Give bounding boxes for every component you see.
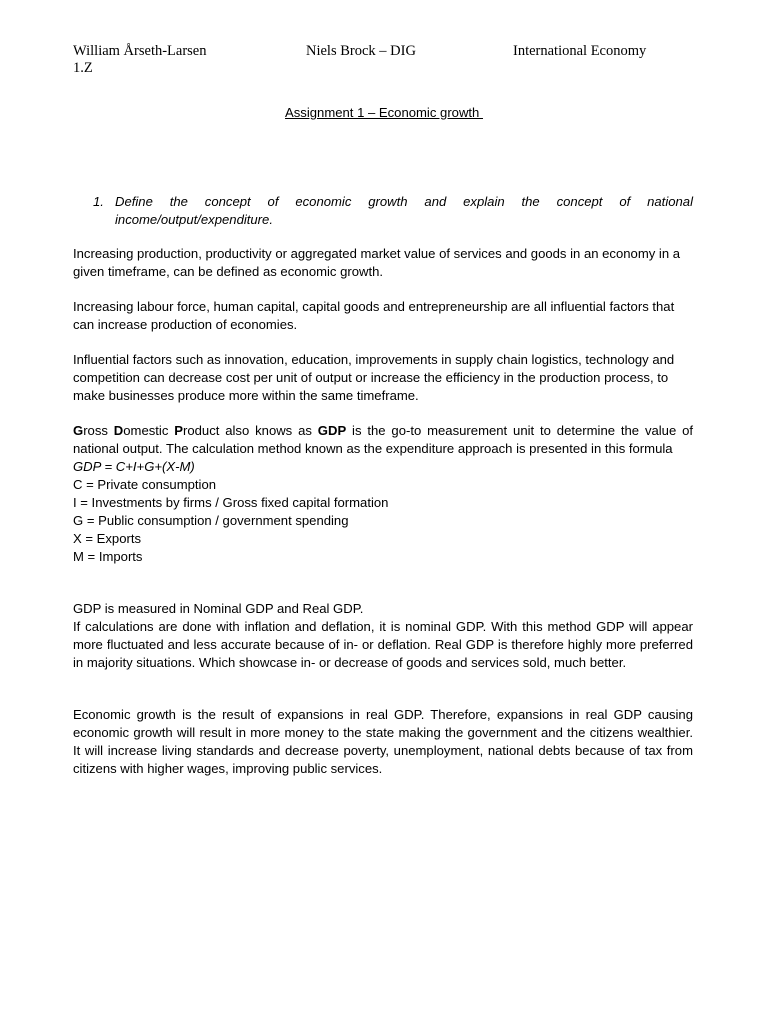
formula-c: C = Private consumption bbox=[73, 477, 217, 492]
question-text: Define the concept of economic growth and explain the concept of national income/output/expenditure. bbox=[115, 194, 693, 227]
gdp-word-omestic: omestic bbox=[123, 423, 175, 438]
formula-g: G = Public consumption / government spending bbox=[73, 513, 349, 528]
paragraph-gdp bbox=[73, 422, 693, 566]
gdp-letter-g: G bbox=[73, 423, 84, 438]
author-name: William Årseth-Larsen bbox=[73, 43, 207, 59]
question-number: 1. bbox=[93, 194, 104, 209]
page-header bbox=[73, 43, 693, 76]
school-name: Niels Brock – DIG bbox=[306, 43, 416, 59]
gdp-letter-p: P bbox=[174, 423, 183, 438]
gdp-description: is the go-to measurement unit to determine the value of national output. The calculation method known as the expenditure approach is presented in this formula bbox=[73, 423, 694, 456]
gdp-word-roduct: roduct also knows as bbox=[182, 423, 318, 438]
paragraph-nominal-real bbox=[73, 600, 693, 672]
paragraph-factors: Increasing labour force, human capital, capital goods and entrepreneurship are all influential factors that can increase production of economies. bbox=[73, 299, 675, 332]
gdp-formula: GDP = C+I+G+(X-M) bbox=[73, 459, 195, 474]
formula-i: I = Investments by firms / Gross fixed capital formation bbox=[73, 495, 389, 510]
course-name: International Economy bbox=[513, 43, 647, 59]
formula-m: M = Imports bbox=[73, 549, 143, 564]
gdp-word-ross: ross bbox=[83, 423, 114, 438]
class-label: 1.Z bbox=[73, 60, 93, 76]
formula-x: X = Exports bbox=[73, 531, 142, 546]
nominal-real-explanation: If calculations are done with inflation and deflation, it is nominal GDP. With this method GDP will appear more fluctuated and less accurate because of in- or deflation. Real GDP is therefore highly more preferred in majority situations. Which showcase in- or decrease of goods and services sold, much better. bbox=[73, 619, 693, 670]
question-item bbox=[93, 193, 693, 229]
gdp-abbreviation: GDP bbox=[317, 423, 347, 438]
paragraph-definition: Increasing production, productivity or aggregated market value of services and goods in an economy in a given timeframe, can be defined as economic growth. bbox=[73, 246, 681, 279]
document-title bbox=[0, 104, 768, 122]
paragraph-conclusion: Economic growth is the result of expansions in real GDP. Therefore, expansions in real GDP causing economic growth will result in more money to the state making the government and the citizens wealthier. It will increase living standards and decrease poverty, unemployment, national debts because of tax from citizens with higher wages, improving public services. bbox=[73, 707, 693, 776]
document-title-text: Assignment 1 – Economic growth bbox=[285, 105, 483, 120]
nominal-real-intro: GDP is measured in Nominal GDP and Real GDP. bbox=[73, 601, 364, 616]
gdp-letter-d: D bbox=[113, 423, 124, 438]
paragraph-efficiency: Influential factors such as innovation, education, improvements in supply chain logistics, technology and competition can decrease cost per unit of output or increase the efficiency in the production process, to make businesses produce more within the same timeframe. bbox=[73, 352, 675, 403]
